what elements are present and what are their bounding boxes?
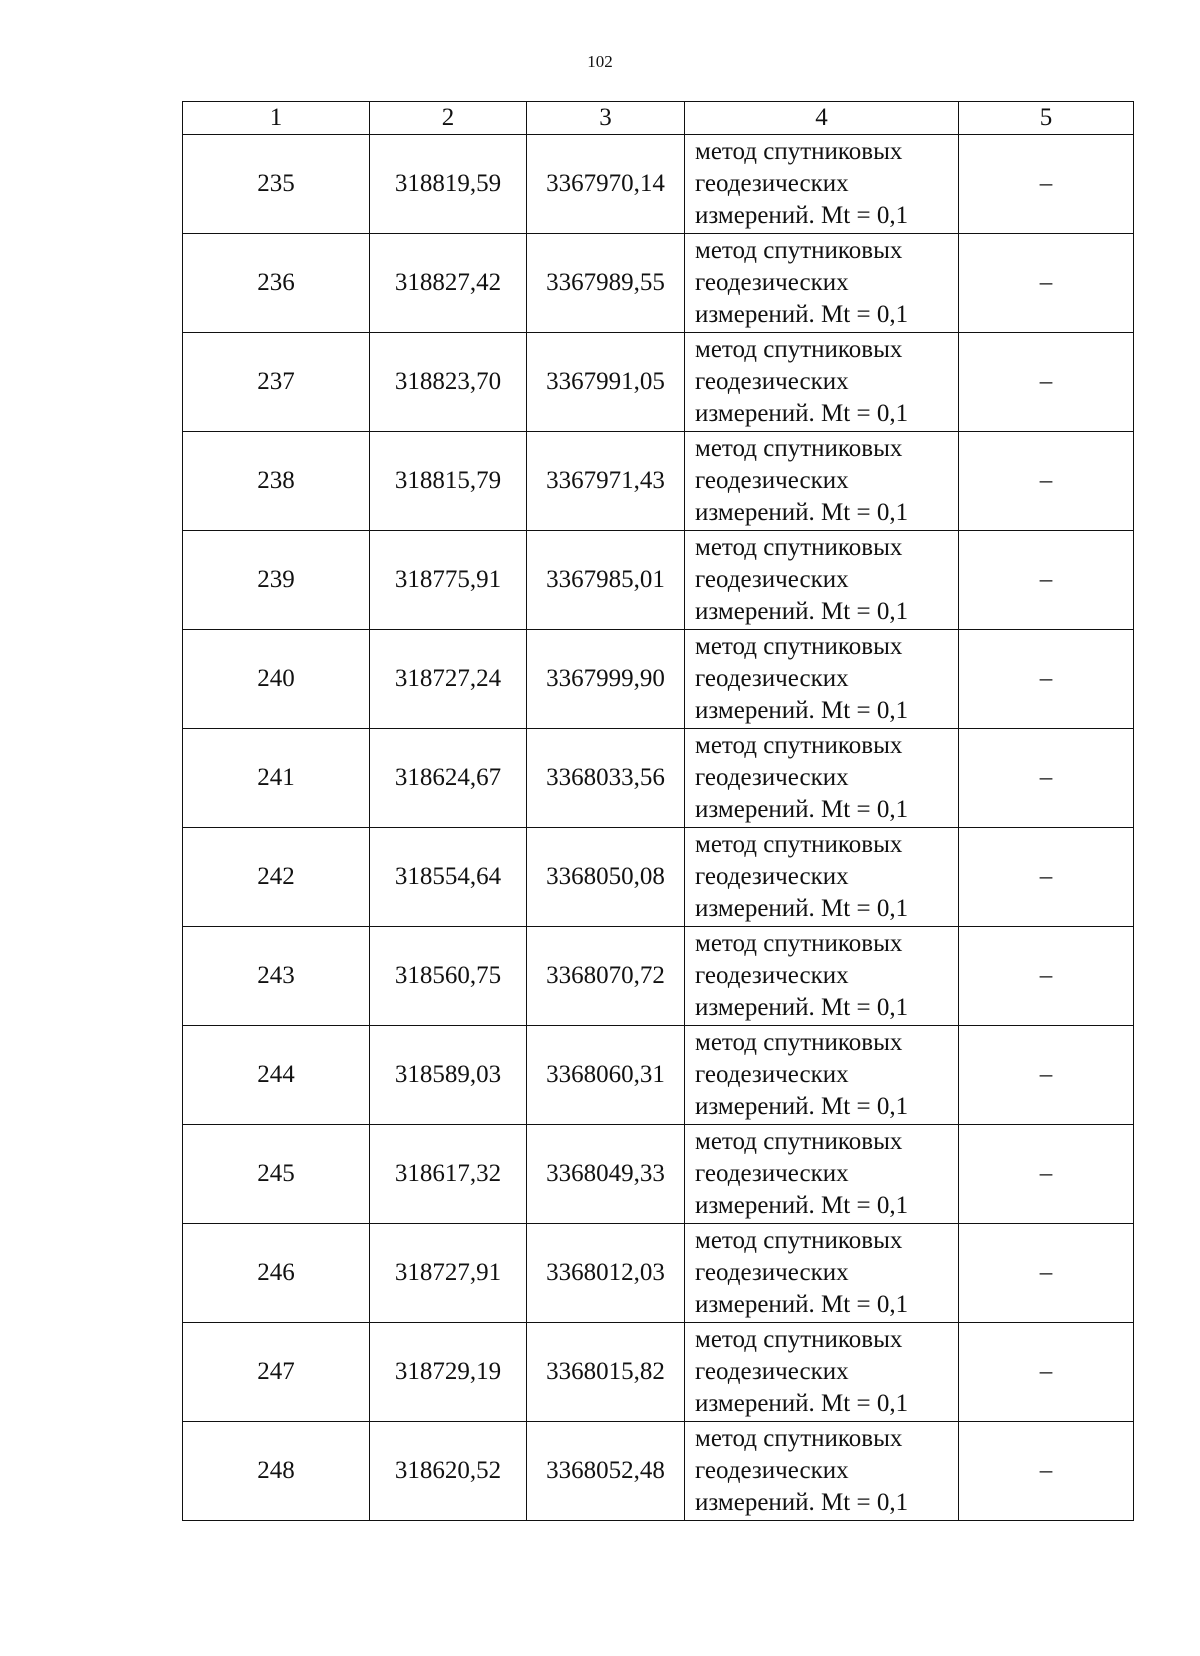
x-coordinate-cell: 318624,67 [370,729,527,828]
point-number-cell: 236 [183,234,370,333]
method-line: геодезических [695,1457,849,1484]
point-number-cell: 235 [183,135,370,234]
note-cell: – [959,333,1134,432]
method-line: измерений. Mt = 0,1 [695,1192,909,1219]
method-line: измерений. Mt = 0,1 [695,994,909,1021]
method-cell [685,828,959,927]
x-coordinate-cell: 318620,52 [370,1422,527,1521]
method-line: метод спутниковых [695,1425,903,1452]
point-number-cell: 246 [183,1224,370,1323]
table-row [183,1026,1134,1125]
note-cell: – [959,432,1134,531]
y-coordinate-cell: 3368033,56 [527,729,685,828]
method-line: геодезических [695,566,849,593]
method-line: измерений. Mt = 0,1 [695,499,909,526]
point-number-cell: 243 [183,927,370,1026]
method-line: метод спутниковых [695,1326,903,1353]
point-number-cell: 241 [183,729,370,828]
note-cell: – [959,630,1134,729]
method-cell [685,234,959,333]
y-coordinate-cell: 3368012,03 [527,1224,685,1323]
y-coordinate-cell: 3367985,01 [527,531,685,630]
method-line: геодезических [695,1358,849,1385]
x-coordinate-cell: 318819,59 [370,135,527,234]
method-line: измерений. Mt = 0,1 [695,1093,909,1120]
x-coordinate-cell: 318815,79 [370,432,527,531]
method-line: геодезических [695,1061,849,1088]
x-coordinate-cell: 318560,75 [370,927,527,1026]
x-coordinate-cell: 318727,91 [370,1224,527,1323]
method-line: метод спутниковых [695,831,903,858]
method-line: метод спутниковых [695,633,903,660]
method-line: геодезических [695,962,849,989]
table-row [183,1422,1134,1521]
note-cell: – [959,135,1134,234]
method-cell [685,1422,959,1521]
table-body [183,135,1134,1521]
method-cell [685,333,959,432]
y-coordinate-cell: 3368060,31 [527,1026,685,1125]
method-cell [685,1026,959,1125]
table-row [183,234,1134,333]
x-coordinate-cell: 318617,32 [370,1125,527,1224]
table-row [183,1224,1134,1323]
table-row [183,1125,1134,1224]
method-line: метод спутниковых [695,534,903,561]
method-line: измерений. Mt = 0,1 [695,1489,909,1516]
point-number-cell: 239 [183,531,370,630]
point-number-cell: 247 [183,1323,370,1422]
method-line: геодезических [695,1259,849,1286]
method-cell [685,1323,959,1422]
method-cell [685,1224,959,1323]
method-cell [685,1125,959,1224]
note-cell: – [959,729,1134,828]
method-line: измерений. Mt = 0,1 [695,1390,909,1417]
method-cell [685,630,959,729]
method-line: геодезических [695,170,849,197]
method-line: метод спутниковых [695,930,903,957]
table-header [183,102,1134,135]
note-cell: – [959,927,1134,1026]
x-coordinate-cell: 318823,70 [370,333,527,432]
point-number-cell: 242 [183,828,370,927]
column-header-2: 2 [370,102,527,135]
x-coordinate-cell: 318729,19 [370,1323,527,1422]
method-line: метод спутниковых [695,435,903,462]
method-cell [685,927,959,1026]
method-line: метод спутниковых [695,1227,903,1254]
table-row [183,531,1134,630]
note-cell: – [959,1125,1134,1224]
note-cell: – [959,1422,1134,1521]
table-row [183,333,1134,432]
table-row [183,729,1134,828]
method-line: геодезических [695,863,849,890]
column-header-4: 4 [685,102,959,135]
y-coordinate-cell: 3368050,08 [527,828,685,927]
y-coordinate-cell: 3367989,55 [527,234,685,333]
point-number-cell: 237 [183,333,370,432]
table-row [183,828,1134,927]
point-number-cell: 245 [183,1125,370,1224]
point-number-cell: 240 [183,630,370,729]
note-cell: – [959,1224,1134,1323]
x-coordinate-cell: 318554,64 [370,828,527,927]
point-number-cell: 244 [183,1026,370,1125]
y-coordinate-cell: 3367971,43 [527,432,685,531]
method-line: метод спутниковых [695,1128,903,1155]
note-cell: – [959,1026,1134,1125]
method-line: метод спутниковых [695,237,903,264]
column-header-3: 3 [527,102,685,135]
y-coordinate-cell: 3368052,48 [527,1422,685,1521]
y-coordinate-cell: 3368070,72 [527,927,685,1026]
header-row [183,102,1134,135]
method-line: метод спутниковых [695,336,903,363]
y-coordinate-cell: 3367970,14 [527,135,685,234]
method-line: измерений. Mt = 0,1 [695,1291,909,1318]
y-coordinate-cell: 3368015,82 [527,1323,685,1422]
note-cell: – [959,531,1134,630]
method-line: метод спутниковых [695,1029,903,1056]
table-row [183,630,1134,729]
table-row [183,432,1134,531]
method-cell [685,135,959,234]
x-coordinate-cell: 318775,91 [370,531,527,630]
table-row [183,1323,1134,1422]
method-cell [685,432,959,531]
method-line: измерений. Mt = 0,1 [695,895,909,922]
table-row [183,135,1134,234]
x-coordinate-cell: 318589,03 [370,1026,527,1125]
method-line: геодезических [695,368,849,395]
method-line: измерений. Mt = 0,1 [695,697,909,724]
method-cell [685,531,959,630]
method-line: геодезических [695,467,849,494]
method-cell [685,729,959,828]
method-line: геодезических [695,764,849,791]
note-cell: – [959,1323,1134,1422]
page-number: 102 [587,52,613,71]
coordinates-table [182,101,1134,1521]
x-coordinate-cell: 318727,24 [370,630,527,729]
note-cell: – [959,234,1134,333]
method-line: измерений. Mt = 0,1 [695,796,909,823]
x-coordinate-cell: 318827,42 [370,234,527,333]
y-coordinate-cell: 3367991,05 [527,333,685,432]
method-line: геодезических [695,1160,849,1187]
method-line: геодезических [695,269,849,296]
y-coordinate-cell: 3367999,90 [527,630,685,729]
method-line: измерений. Mt = 0,1 [695,598,909,625]
method-line: метод спутниковых [695,138,903,165]
table-row [183,927,1134,1026]
method-line: метод спутниковых [695,732,903,759]
method-line: измерений. Mt = 0,1 [695,202,909,229]
point-number-cell: 238 [183,432,370,531]
method-line: измерений. Mt = 0,1 [695,400,909,427]
column-header-1: 1 [183,102,370,135]
y-coordinate-cell: 3368049,33 [527,1125,685,1224]
note-cell: – [959,828,1134,927]
method-line: измерений. Mt = 0,1 [695,301,909,328]
column-header-5: 5 [959,102,1134,135]
point-number-cell: 248 [183,1422,370,1521]
method-line: геодезических [695,665,849,692]
